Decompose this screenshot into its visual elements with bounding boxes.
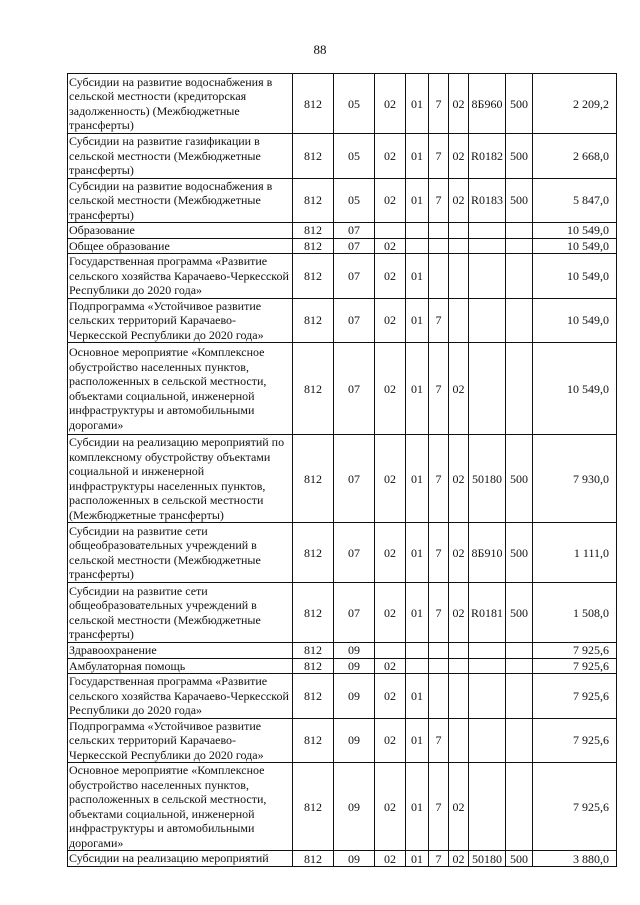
direction-code-cell — [469, 238, 506, 254]
table-row — [68, 134, 617, 179]
amount-cell: 3 880,0 — [533, 851, 617, 867]
direction-code-cell: 8Б910 — [469, 523, 506, 583]
table-row — [68, 343, 617, 435]
direction-code-cell — [469, 343, 506, 435]
subprogram-code-cell — [429, 254, 449, 299]
expense-type-cell — [506, 223, 533, 239]
row-name-cell: Основное мероприятие «Комплексное обустройство населенных пунктов, расположенных в сельской местности, объектами социальной, инженерной инфраструктуры и автомобильными дорогами» — [68, 343, 293, 435]
subsection-code-cell: 02 — [375, 658, 406, 674]
subsection-code-cell: 02 — [375, 134, 406, 179]
section-code-cell: 07 — [334, 435, 375, 523]
program-code-cell: 01 — [406, 343, 429, 435]
subsection-code-cell: 02 — [375, 74, 406, 134]
ved-code-cell: 812 — [293, 851, 334, 867]
amount-cell: 10 549,0 — [533, 223, 617, 239]
program-code-cell: 01 — [406, 134, 429, 179]
direction-code-cell — [469, 254, 506, 299]
program-code-cell: 01 — [406, 254, 429, 299]
direction-code-cell — [469, 223, 506, 239]
subsection-code-cell — [375, 643, 406, 659]
subsection-code-cell: 02 — [375, 851, 406, 867]
subsection-code-cell: 02 — [375, 254, 406, 299]
section-code-cell: 09 — [334, 763, 375, 851]
expense-type-cell — [506, 238, 533, 254]
program-code-cell — [406, 238, 429, 254]
amount-cell: 7 930,0 — [533, 435, 617, 523]
section-code-cell: 05 — [334, 74, 375, 134]
amount-cell: 2 209,2 — [533, 74, 617, 134]
table-row — [68, 658, 617, 674]
ved-code-cell: 812 — [293, 643, 334, 659]
amount-cell: 10 549,0 — [533, 254, 617, 299]
amount-cell: 7 925,6 — [533, 674, 617, 719]
direction-code-cell: 8Б960 — [469, 74, 506, 134]
expense-type-cell — [506, 718, 533, 763]
direction-code-cell — [469, 298, 506, 343]
subsection-code-cell: 02 — [375, 718, 406, 763]
table-row — [68, 435, 617, 523]
expense-type-cell: 500 — [506, 435, 533, 523]
subprogram-code-cell — [429, 238, 449, 254]
row-name-cell: Субсидии на развитие водоснабжения в сельской местности (Межбюджетные трансферты) — [68, 178, 293, 223]
direction-code-cell: R0181 — [469, 583, 506, 643]
event-code-cell: 02 — [449, 74, 469, 134]
expense-type-cell: 500 — [506, 851, 533, 867]
subsection-code-cell: 02 — [375, 238, 406, 254]
program-code-cell: 01 — [406, 435, 429, 523]
table-row — [68, 643, 617, 659]
amount-cell: 10 549,0 — [533, 238, 617, 254]
event-code-cell: 02 — [449, 178, 469, 223]
program-code-cell: 01 — [406, 74, 429, 134]
row-name-cell: Образование — [68, 223, 293, 239]
subprogram-code-cell: 7 — [429, 851, 449, 867]
subprogram-code-cell: 7 — [429, 134, 449, 179]
row-name-cell: Общее образование — [68, 238, 293, 254]
expense-type-cell: 500 — [506, 134, 533, 179]
event-code-cell — [449, 674, 469, 719]
expense-type-cell — [506, 763, 533, 851]
section-code-cell: 05 — [334, 134, 375, 179]
subprogram-code-cell: 7 — [429, 435, 449, 523]
row-name-cell: Подпрограмма «Устойчивое развитие сельских территорий Карачаево-Черкесской Республики до 2020 года» — [68, 298, 293, 343]
row-name-cell: Основное мероприятие «Комплексное обустройство населенных пунктов, расположенных в сельской местности, объектами социальной, инженерной инфраструктуры и автомобильными дорогами» — [68, 763, 293, 851]
event-code-cell: 02 — [449, 583, 469, 643]
program-code-cell: 01 — [406, 674, 429, 719]
expense-type-cell — [506, 643, 533, 659]
direction-code-cell — [469, 763, 506, 851]
expense-type-cell: 500 — [506, 74, 533, 134]
subprogram-code-cell: 7 — [429, 178, 449, 223]
event-code-cell — [449, 223, 469, 239]
subprogram-code-cell — [429, 674, 449, 719]
row-name-cell: Амбулаторная помощь — [68, 658, 293, 674]
expense-type-cell — [506, 343, 533, 435]
row-name-cell: Государственная программа «Развитие сельского хозяйства Карачаево-Черкесской Республики до 2020 года» — [68, 254, 293, 299]
budget-table — [67, 73, 617, 867]
row-name-cell: Субсидии на развитие газификации в сельской местности (Межбюджетные трансферты) — [68, 134, 293, 179]
row-name-cell: Субсидии на реализацию мероприятий по комплексному обустройству объектами социальной и инженерной инфраструктуры населенных пунктов, расположенных в сельской местности (Межбюджетные трансферты) — [68, 435, 293, 523]
subprogram-code-cell: 7 — [429, 74, 449, 134]
expense-type-cell — [506, 658, 533, 674]
section-code-cell: 07 — [334, 583, 375, 643]
ved-code-cell: 812 — [293, 134, 334, 179]
ved-code-cell: 812 — [293, 523, 334, 583]
subsection-code-cell: 02 — [375, 674, 406, 719]
subprogram-code-cell: 7 — [429, 523, 449, 583]
event-code-cell — [449, 298, 469, 343]
section-code-cell: 09 — [334, 851, 375, 867]
ved-code-cell: 812 — [293, 583, 334, 643]
amount-cell: 5 847,0 — [533, 178, 617, 223]
event-code-cell: 02 — [449, 851, 469, 867]
page-number: 88 — [313, 42, 327, 57]
program-code-cell: 01 — [406, 583, 429, 643]
subprogram-code-cell: 7 — [429, 298, 449, 343]
ved-code-cell: 812 — [293, 435, 334, 523]
subsection-code-cell: 02 — [375, 763, 406, 851]
direction-code-cell — [469, 718, 506, 763]
section-code-cell: 09 — [334, 718, 375, 763]
event-code-cell — [449, 718, 469, 763]
section-code-cell: 09 — [334, 643, 375, 659]
event-code-cell — [449, 254, 469, 299]
expense-type-cell: 500 — [506, 583, 533, 643]
ved-code-cell: 812 — [293, 343, 334, 435]
event-code-cell: 02 — [449, 763, 469, 851]
table-row — [68, 674, 617, 719]
section-code-cell: 07 — [334, 223, 375, 239]
direction-code-cell: R0183 — [469, 178, 506, 223]
subprogram-code-cell: 7 — [429, 343, 449, 435]
amount-cell: 1 508,0 — [533, 583, 617, 643]
table-row — [68, 254, 617, 299]
amount-cell: 7 925,6 — [533, 763, 617, 851]
program-code-cell: 01 — [406, 763, 429, 851]
expense-type-cell — [506, 298, 533, 343]
direction-code-cell: 50180 — [469, 435, 506, 523]
event-code-cell — [449, 658, 469, 674]
program-code-cell — [406, 223, 429, 239]
program-code-cell: 01 — [406, 178, 429, 223]
event-code-cell: 02 — [449, 134, 469, 179]
ved-code-cell: 812 — [293, 223, 334, 239]
row-name-cell: Субсидии на развитие сети общеобразовательных учреждений в сельской местности (Межбюджетные трансферты) — [68, 523, 293, 583]
ved-code-cell: 812 — [293, 178, 334, 223]
table-row — [68, 718, 617, 763]
subprogram-code-cell — [429, 658, 449, 674]
event-code-cell — [449, 643, 469, 659]
direction-code-cell: 50180 — [469, 851, 506, 867]
ved-code-cell: 812 — [293, 658, 334, 674]
expense-type-cell — [506, 674, 533, 719]
ved-code-cell: 812 — [293, 718, 334, 763]
subsection-code-cell: 02 — [375, 178, 406, 223]
section-code-cell: 09 — [334, 658, 375, 674]
amount-cell: 1 111,0 — [533, 523, 617, 583]
program-code-cell: 01 — [406, 298, 429, 343]
expense-type-cell — [506, 254, 533, 299]
section-code-cell: 07 — [334, 298, 375, 343]
event-code-cell — [449, 238, 469, 254]
program-code-cell: 01 — [406, 523, 429, 583]
table-row — [68, 178, 617, 223]
row-name-cell: Субсидии на развитие сети общеобразовательных учреждений в сельской местности (Межбюджетные трансферты) — [68, 583, 293, 643]
ved-code-cell: 812 — [293, 254, 334, 299]
subsection-code-cell — [375, 223, 406, 239]
section-code-cell: 07 — [334, 523, 375, 583]
direction-code-cell: R0182 — [469, 134, 506, 179]
program-code-cell: 01 — [406, 718, 429, 763]
subsection-code-cell: 02 — [375, 298, 406, 343]
ved-code-cell: 812 — [293, 674, 334, 719]
table-row — [68, 238, 617, 254]
amount-cell: 7 925,6 — [533, 643, 617, 659]
section-code-cell: 07 — [334, 254, 375, 299]
amount-cell: 7 925,6 — [533, 718, 617, 763]
event-code-cell: 02 — [449, 343, 469, 435]
ved-code-cell: 812 — [293, 238, 334, 254]
amount-cell: 10 549,0 — [533, 343, 617, 435]
subprogram-code-cell: 7 — [429, 583, 449, 643]
ved-code-cell: 812 — [293, 74, 334, 134]
ved-code-cell: 812 — [293, 763, 334, 851]
amount-cell: 7 925,6 — [533, 658, 617, 674]
program-code-cell — [406, 658, 429, 674]
subprogram-code-cell — [429, 223, 449, 239]
row-name-cell: Государственная программа «Развитие сельского хозяйства Карачаево-Черкесской Республики до 2020 года» — [68, 674, 293, 719]
row-name-cell: Субсидии на реализацию мероприятий — [68, 851, 293, 867]
subsection-code-cell: 02 — [375, 523, 406, 583]
section-code-cell: 07 — [334, 343, 375, 435]
section-code-cell: 07 — [334, 238, 375, 254]
event-code-cell: 02 — [449, 523, 469, 583]
subprogram-code-cell: 7 — [429, 763, 449, 851]
direction-code-cell — [469, 658, 506, 674]
program-code-cell: 01 — [406, 851, 429, 867]
row-name-cell: Подпрограмма «Устойчивое развитие сельских территорий Карачаево-Черкесской Республики до 2020 года» — [68, 718, 293, 763]
table-row — [68, 763, 617, 851]
table-row — [68, 223, 617, 239]
subsection-code-cell: 02 — [375, 435, 406, 523]
section-code-cell: 09 — [334, 674, 375, 719]
subsection-code-cell: 02 — [375, 343, 406, 435]
direction-code-cell — [469, 643, 506, 659]
table-row — [68, 523, 617, 583]
row-name-cell: Здравоохранение — [68, 643, 293, 659]
table-row — [68, 298, 617, 343]
program-code-cell — [406, 643, 429, 659]
table-row — [68, 583, 617, 643]
event-code-cell: 02 — [449, 435, 469, 523]
expense-type-cell: 500 — [506, 178, 533, 223]
direction-code-cell — [469, 674, 506, 719]
expense-type-cell: 500 — [506, 523, 533, 583]
table-row — [68, 74, 617, 134]
amount-cell: 10 549,0 — [533, 298, 617, 343]
ved-code-cell: 812 — [293, 298, 334, 343]
subsection-code-cell: 02 — [375, 583, 406, 643]
amount-cell: 2 668,0 — [533, 134, 617, 179]
table-row — [68, 851, 617, 867]
row-name-cell: Субсидии на развитие водоснабжения в сельской местности (кредиторская задолженность) (Межбюджетные трансферты) — [68, 74, 293, 134]
subprogram-code-cell: 7 — [429, 718, 449, 763]
section-code-cell: 05 — [334, 178, 375, 223]
subprogram-code-cell — [429, 643, 449, 659]
